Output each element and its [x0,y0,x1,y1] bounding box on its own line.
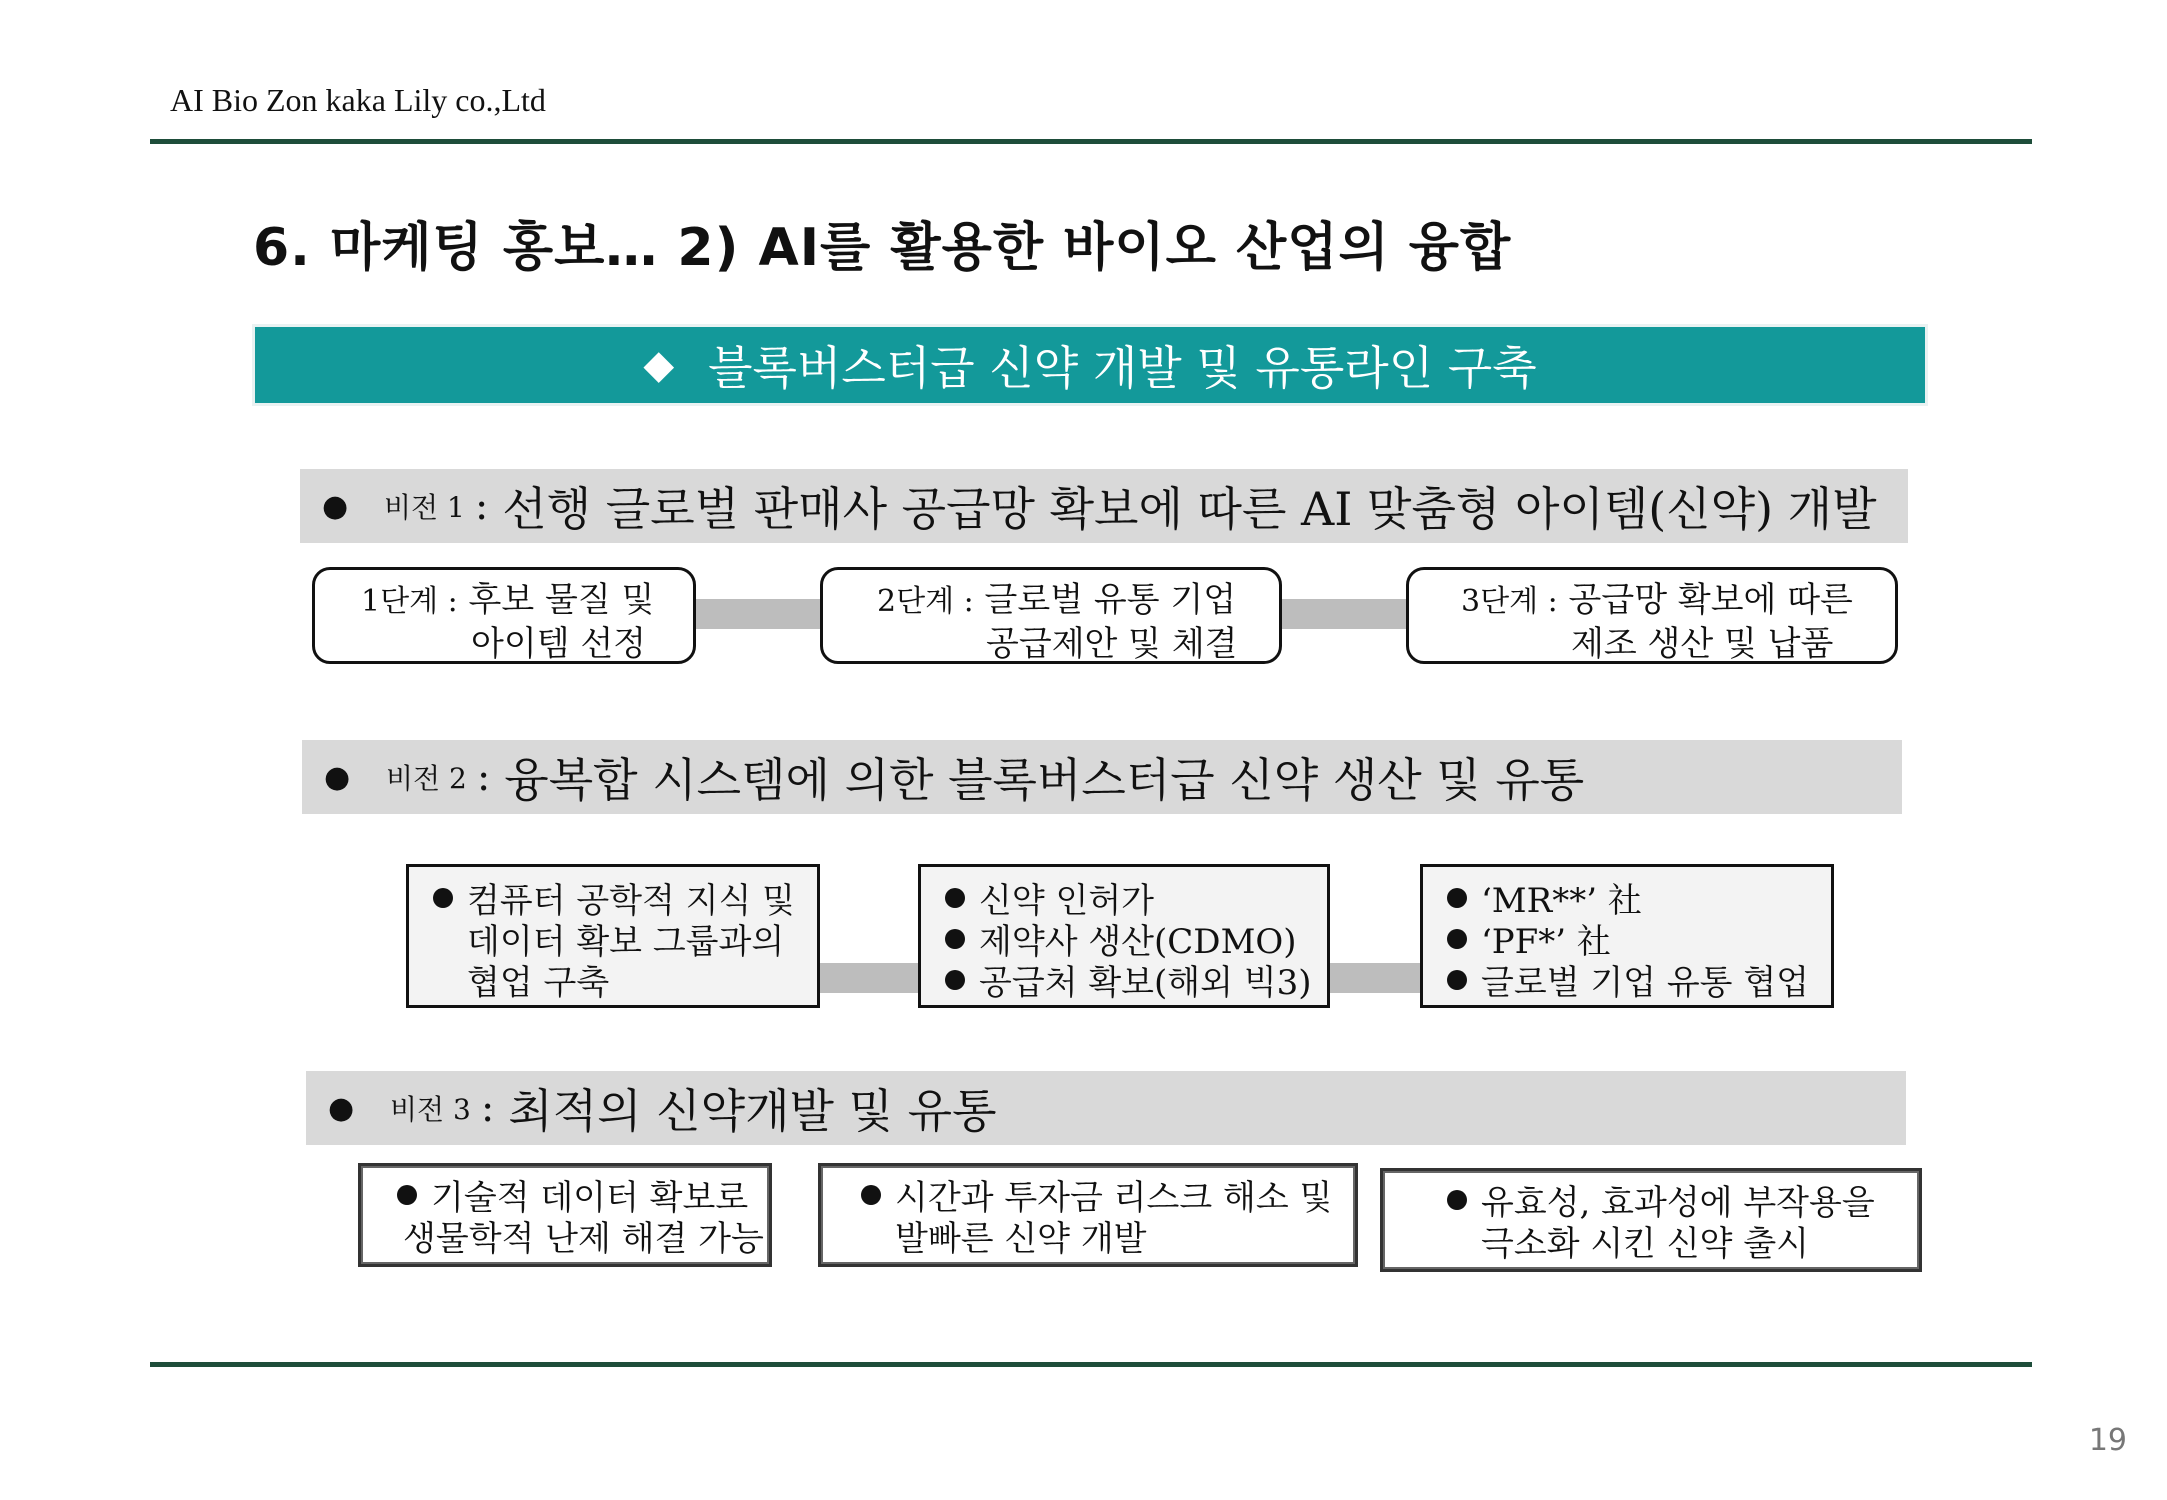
box-item: ‘MR**’ 社 [1481,881,1642,921]
vision-1-bar [300,469,1908,543]
box-line: 발빠른 신약 개발 [895,1219,1147,1259]
banner-text: 블록버스터급 신약 개발 및 유통라인 구축 [708,341,1537,395]
bullet-dot-icon [1447,888,1467,908]
box-line: 유효성, 효과성에 부작용을 [1481,1183,1875,1223]
bullet-dot-icon [945,970,965,990]
bullet-dot-icon [1447,929,1467,949]
bullet-icon: ● [328,1090,355,1126]
box-item: ‘PF*’ 社 [1481,922,1611,962]
bullet-dot-icon [397,1185,417,1205]
box-item: 글로벌 기업 유통 협업 [1481,963,1810,1003]
vision-3-box-3 [1380,1168,1922,1272]
vision-1-text: 선행 글로벌 판매사 공급망 확보에 따른 AI 맞춤형 아이템(신약) 개발 [502,482,1877,536]
box-line: 시간과 투자금 리스크 해소 및 [895,1178,1333,1218]
stage-3-box [1406,567,1898,664]
bullet-dot-icon [1447,1190,1467,1210]
stage-2-line2: 공급제안 및 체결 [986,624,1238,664]
vision-2-label: 비전 2 [386,762,467,795]
header-rule [150,139,2032,144]
vision-2-box-3 [1420,864,1834,1008]
vision-3-box-1 [358,1163,772,1267]
vision-1-colon: : [474,483,489,529]
bullet-dot-icon [433,888,453,908]
vision-2-box-2 [918,864,1330,1008]
stage-1-label: 1단계 : [361,584,458,619]
stage-3-line2: 제조 생산 및 납품 [1571,624,1834,664]
box-line: 협업 구축 [467,963,610,1003]
bullet-icon: ● [324,759,351,795]
bullet-icon: ● [322,488,349,524]
diamond-icon: ◆ [643,342,675,388]
page-title: 6. 마케팅 홍보… 2) AI를 활용한 바이오 산업의 융합 [253,218,1512,278]
box-item: 공급처 확보(해외 빅3) [979,963,1312,1003]
footer-rule [150,1362,2032,1367]
stage-1-line2: 아이템 선정 [471,624,647,664]
vision-2-bar [302,740,1902,814]
vision-3-text: 최적의 신약개발 및 유통 [508,1084,997,1138]
box-line: 기술적 데이터 확보로 [431,1178,749,1218]
box-line: 생물학적 난제 해결 가능 [403,1219,764,1259]
vision-2-box-1 [406,864,820,1008]
company-name: AI Bio Zon kaka Lily co.,Ltd [170,82,546,118]
stage-2-line1: 글로벌 유통 기업 [984,580,1237,620]
stage-3-line1: 공급망 확보에 따른 [1568,580,1853,620]
stage-3-label: 3단계 : [1461,584,1558,619]
vision-3-colon: : [480,1085,495,1131]
bullet-dot-icon [1447,970,1467,990]
bullet-dot-icon [945,929,965,949]
stage-2-label: 2단계 : [877,584,974,619]
box-line: 극소화 시킨 신약 출시 [1481,1224,1810,1264]
box-item: 신약 인허가 [979,881,1155,921]
box-line: 데이터 확보 그룹과의 [467,922,785,962]
vision-1-label: 비전 1 [384,491,465,524]
vision-3-label: 비전 3 [390,1093,471,1126]
bullet-dot-icon [861,1185,881,1205]
stage-1-line1: 후보 물질 및 [468,580,655,620]
vision-2-text: 융복합 시스템에 의한 블록버스터급 신약 생산 및 유통 [504,753,1585,807]
stage-2-box [820,567,1282,664]
vision-3-box-2 [818,1163,1358,1267]
vision-3-bar [306,1071,1906,1145]
vision-2-colon: : [476,754,491,800]
section-banner [255,327,1925,403]
box-line: 컴퓨터 공학적 지식 및 [467,881,796,921]
stage-1-box [312,567,696,664]
box-item: 제약사 생산(CDMO) [979,922,1297,962]
bullet-dot-icon [945,888,965,908]
page-number: 19 [2088,1423,2127,1458]
